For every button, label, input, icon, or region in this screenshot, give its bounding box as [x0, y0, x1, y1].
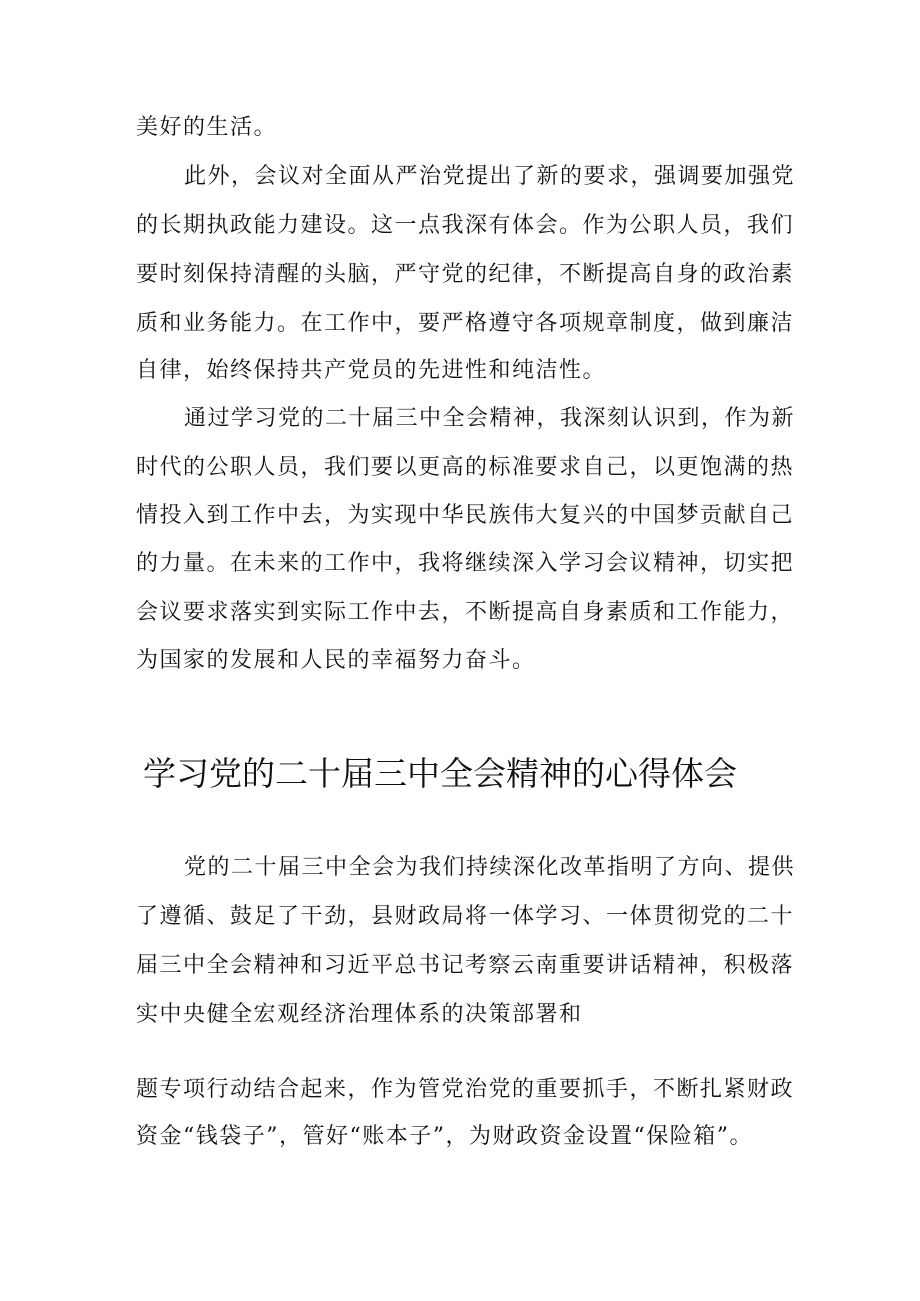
paragraph-line: 了遵循、鼓足了干劲，县财政局将一体学习、一体贯彻党的二十 — [136, 904, 795, 929]
paragraph-line: 要时刻保持清醒的头脑，严守党的纪律，不断提高自身的政治素 — [136, 262, 795, 287]
paragraph-line: 届三中全会精神和习近平总书记考察云南重要讲话精神，积极落 — [136, 953, 795, 978]
paragraph-line: 质和业务能力。在工作中，要严格遵守各项规章制度，做到廉洁 — [136, 311, 795, 336]
paragraph-line: 此外，会议对全面从严治党提出了新的要求，强调要加强党 — [184, 164, 796, 189]
paragraph-line: 题专项行动结合起来，作为管党治党的重要抓手，不断扎紧财政 — [136, 1077, 795, 1102]
paragraph-line: 实中央健全宏观经济治理体系的决策部署和 — [136, 1002, 583, 1027]
paragraph-line: 资金“钱袋子”，管好“账本子”，为财政资金设置“保险箱”。 — [136, 1124, 753, 1149]
paragraph-line: 为国家的发展和人民的幸福努力奋斗。 — [136, 648, 536, 673]
paragraph-line: 会议要求落实到实际工作中去，不断提高自身素质和工作能力， — [136, 600, 795, 625]
paragraph-line: 的力量。在未来的工作中，我将继续深入学习会议精神，切实把 — [136, 551, 795, 576]
paragraph-line: 时代的公职人员，我们要以更高的标准要求自己，以更饱满的热 — [136, 455, 795, 480]
article-title: 学习党的二十届三中全会精神的心得体会 — [143, 754, 737, 793]
paragraph-line: 情投入到工作中去，为实现中华民族伟大复兴的中国梦贡献自己 — [136, 503, 795, 528]
paragraph-line: 党的二十届三中全会为我们持续深化改革指明了方向、提供 — [184, 855, 796, 880]
paragraph-line: 通过学习党的二十届三中全会精神，我深刻认识到，作为新 — [184, 406, 796, 431]
paragraph-line: 自律，始终保持共产党员的先进性和纯洁性。 — [136, 358, 607, 383]
paragraph-line: 的长期执政能力建设。这一点我深有体会。作为公职人员，我们 — [136, 213, 795, 238]
paragraph-line: 美好的生活。 — [136, 115, 278, 140]
